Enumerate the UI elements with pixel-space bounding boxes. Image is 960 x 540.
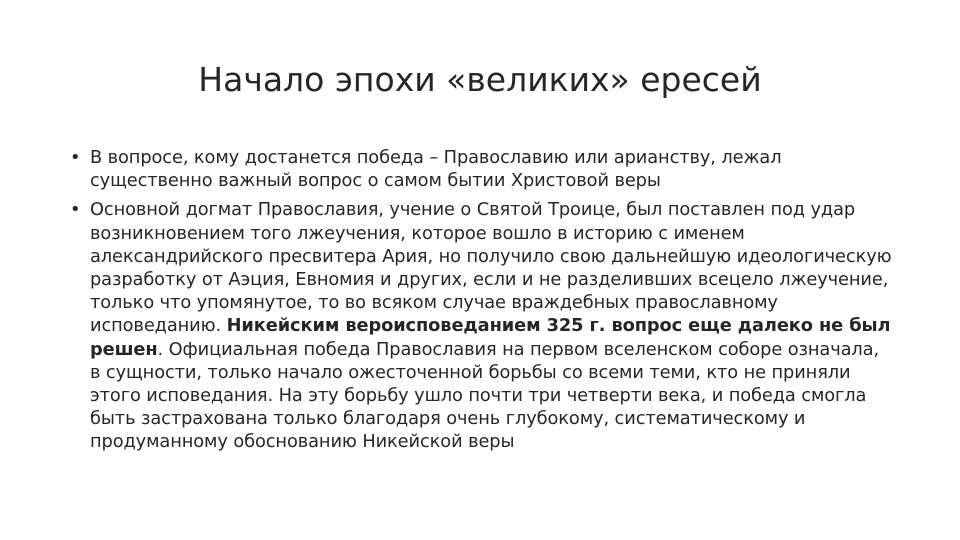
bullet-item-2 bbox=[68, 198, 894, 453]
bullet-text-1: В вопросе, кому достанется победа – Православию или арианству, лежал существенно важный вопрос о самом бытии Христовой веры bbox=[90, 147, 782, 192]
slide-content bbox=[68, 146, 894, 460]
bullet-dot-icon: • bbox=[70, 147, 81, 168]
bullet-text-2-bold: Никейским вероисповеданием 325 г. вопрос еще далеко не был решен bbox=[90, 315, 891, 360]
slide-title: Начало эпохи «великих» ересей bbox=[198, 60, 762, 99]
bullet-list bbox=[68, 146, 894, 454]
bullet-dot-icon: • bbox=[70, 199, 81, 221]
bullet-text-2-part1: Основной догмат Православия, учение о Святой Троице, был поставлен под удар возникновением того лжеучения, которое вошло в историю с именем александрийского пресвитера Ария, но получило свою дальнейшую идеологическую разработку от Аэция, Евномия и других, если и не разделивших всецело лжеучение, только что упомянутое, то во всяком случае враждебных православному исповеданию. bbox=[90, 199, 892, 337]
bullet-text-2-part2: . Официальная победа Православия на первом вселенском соборе означала, в сущности, только начало ожесточенной борьбы со всеми теми, кто не приняли этого исповедания. На эту борьбу ушло почти три четверти века, и победа смогла быть застрахована только благодаря очень глубокому, систематическому и продуманному обоснованию Никейской веры bbox=[90, 338, 880, 453]
bullet-item-1 bbox=[68, 146, 894, 192]
